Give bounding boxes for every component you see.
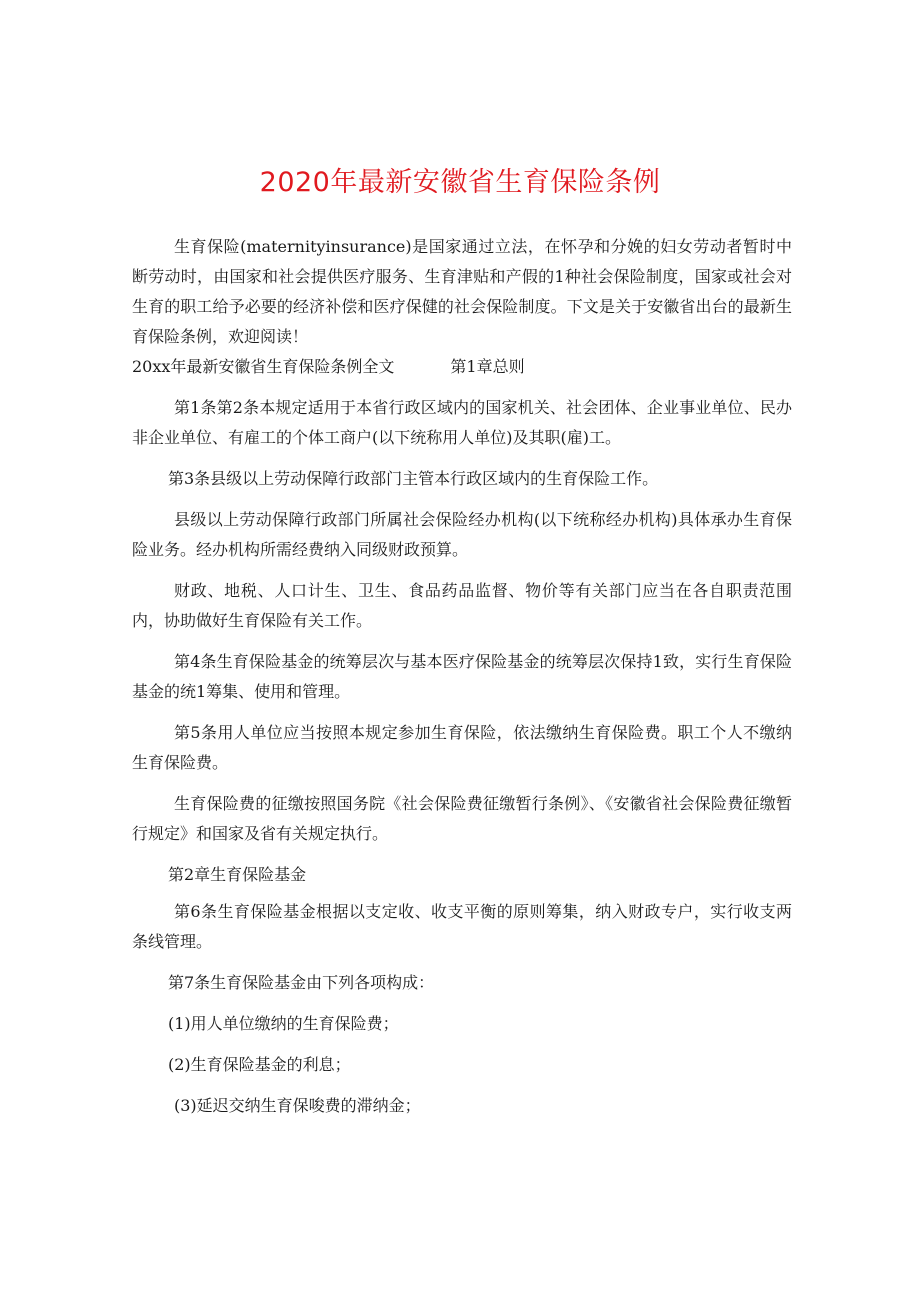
- list-item: (1)用人单位缴纳的生育保险费；: [168, 1014, 399, 1033]
- fulltext-heading-line: [132, 352, 792, 382]
- chapter1-heading: 第1章总则: [450, 357, 525, 376]
- article-paragraph: 第6条生育保险基金根据以支定收、收支平衡的原则筹集，纳入财政专户，实行收支两条线管理。: [132, 902, 792, 951]
- list-item: (2)生育保险基金的利息；: [168, 1055, 351, 1074]
- heading-spacer: [394, 352, 450, 382]
- list-item: (3)延迟交纳生育保唆费的滞纳金；: [174, 1096, 421, 1115]
- fulltext-heading: 20xx年最新安徽省生育保险条例全文: [132, 357, 395, 376]
- article-paragraph: 县级以上劳动保障行政部门所属社会保险经办机构(以下统称经办机构)具体承办生育保险业务。经办机构所需经费纳入同级财政预算。: [132, 510, 792, 559]
- document-title: 2020年最新安徽省生育保险条例: [259, 167, 661, 198]
- article-paragraph: 第7条生育保险基金由下列各项构成：: [168, 973, 435, 992]
- article-paragraph: 第1条第2条本规定适用于本省行政区域内的国家机关、社会团体、企业事业单位、民办非企业单位、有雇工的个体工商户(以下统称用人单位)及其职(雇)工。: [132, 398, 792, 447]
- article-paragraph: 财政、地税、人口计生、卫生、食品药品监督、物价等有关部门应当在各自职责范围内，协助做好生育保险有关工作。: [132, 581, 792, 630]
- chapter2-heading: 第2章生育保险基金: [168, 865, 307, 884]
- intro-paragraph: 生育保险(maternityinsurance)是国家通过立法，在怀孕和分娩的妇女劳动者暂时中断劳动时，由国家和社会提供医疗服务、生育津贴和产假的1种社会保险制度，国家或社会对生育的职工给予必要的经济补偿和医疗保健的社会保险制度。下文是关于安徽省出台的最新生育保险条例，欢迎阅读！: [132, 237, 792, 346]
- article-paragraph: 第5条用人单位应当按照本规定参加生育保险，依法缴纳生育保险费。职工个人不缴纳生育保险费。: [132, 723, 792, 772]
- document-body: [132, 232, 792, 1121]
- article-paragraph: 第4条生育保险基金的统筹层次与基本医疗保险基金的统筹层次保持1致，实行生育保险基金的统1筹集、使用和管理。: [132, 652, 792, 701]
- article-paragraph: 生育保险费的征缴按照国务院《社会保险费征缴暂行条例》、《安徽省社会保险费征缴暂行规定》和国家及省有关规定执行。: [132, 794, 792, 843]
- article-paragraph: 第3条县级以上劳动保障行政部门主管本行政区域内的生育保险工作。: [168, 469, 659, 488]
